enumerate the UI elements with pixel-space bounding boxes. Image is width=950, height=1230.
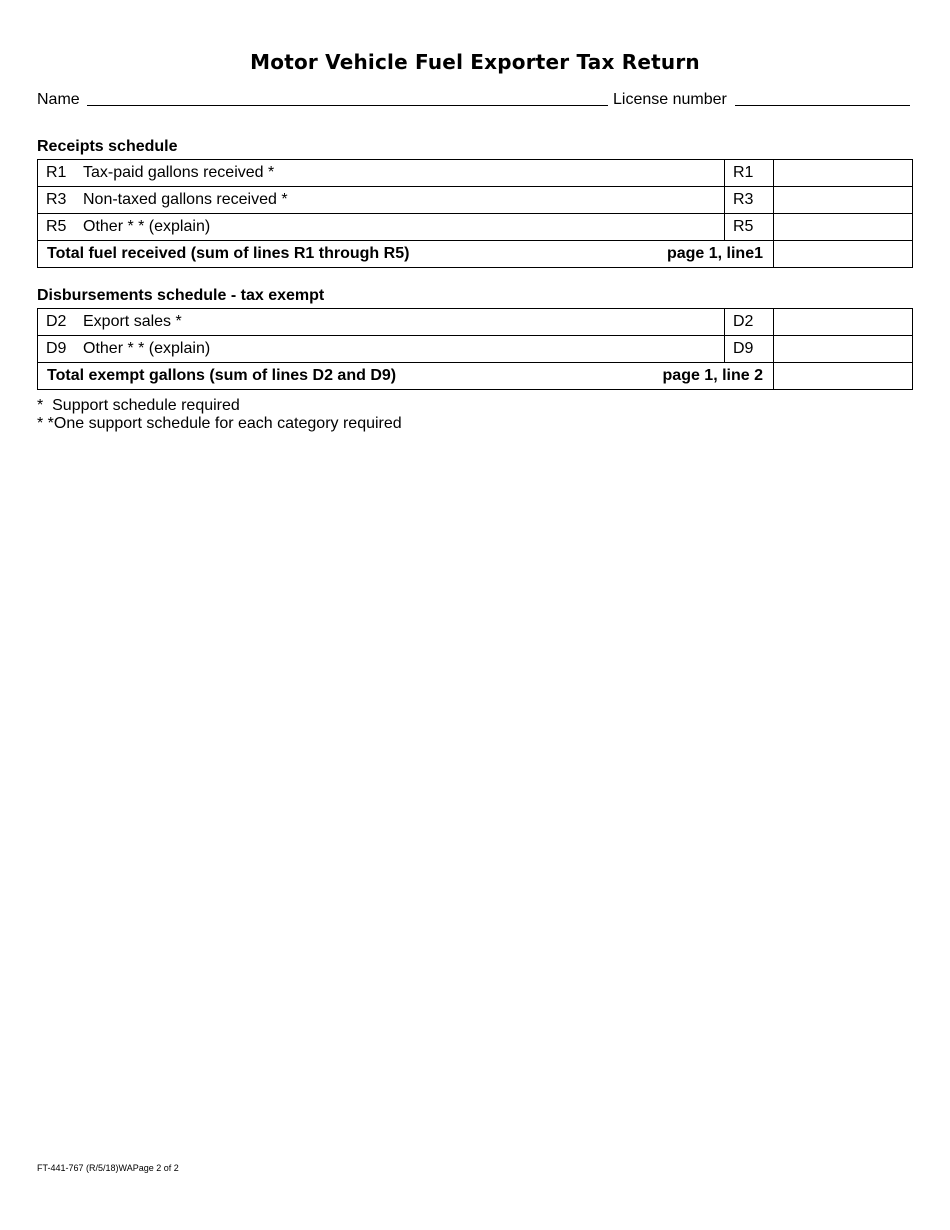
table-row: [38, 336, 913, 363]
footnotes: [37, 397, 402, 433]
row-code: R3: [46, 191, 67, 208]
row-code: D2: [46, 313, 67, 330]
total-fuel-received-field[interactable]: [774, 241, 913, 268]
total-row: [38, 241, 913, 268]
header-fields: [37, 90, 912, 112]
amount-field-r1[interactable]: [774, 160, 913, 187]
row-description: [38, 214, 725, 241]
table-row: [38, 187, 913, 214]
disbursements-schedule-heading: Disbursements schedule - tax exempt: [37, 287, 325, 304]
table-row: [38, 214, 913, 241]
row-label: Other * * (explain): [83, 340, 211, 357]
row-code: D9: [46, 340, 67, 357]
footnote: * Support schedule required: [37, 397, 240, 414]
form-title: Motor Vehicle Fuel Exporter Tax Return: [250, 50, 700, 74]
line-code: R3: [725, 187, 774, 214]
total-description: [38, 363, 774, 390]
amount-field-d2[interactable]: [774, 309, 913, 336]
name-field[interactable]: [87, 105, 608, 106]
total-reference: page 1, line 2: [662, 367, 763, 384]
row-label: Tax-paid gallons received *: [83, 164, 275, 181]
row-label: Export sales *: [83, 313, 182, 330]
license-number-field[interactable]: [735, 105, 910, 106]
row-description: [38, 309, 725, 336]
disbursements-schedule-table: [37, 308, 913, 390]
name-label: Name: [37, 91, 80, 108]
row-label: Non-taxed gallons received *: [83, 191, 288, 208]
receipts-schedule-heading: Receipts schedule: [37, 138, 178, 155]
line-code: R5: [725, 214, 774, 241]
row-code: R1: [46, 164, 67, 181]
form-footer: FT-441-767 (R/5/18)WAPage 2 of 2: [37, 1163, 179, 1173]
line-code: D2: [725, 309, 774, 336]
table-row: [38, 160, 913, 187]
line-code: R1: [725, 160, 774, 187]
total-row: [38, 363, 913, 390]
amount-field-r3[interactable]: [774, 187, 913, 214]
total-description: [38, 241, 774, 268]
total-exempt-gallons-field[interactable]: [774, 363, 913, 390]
amount-field-d9[interactable]: [774, 336, 913, 363]
total-label: Total fuel received (sum of lines R1 through R5): [47, 245, 410, 262]
receipts-schedule-table: [37, 159, 913, 268]
row-label: Other * * (explain): [83, 218, 211, 235]
license-number-label: License number: [613, 91, 727, 108]
table-row: [38, 309, 913, 336]
amount-field-r5[interactable]: [774, 214, 913, 241]
row-description: [38, 187, 725, 214]
row-description: [38, 160, 725, 187]
row-code: R5: [46, 218, 67, 235]
line-code: D9: [725, 336, 774, 363]
row-description: [38, 336, 725, 363]
total-reference: page 1, line1: [666, 245, 763, 262]
total-label: Total exempt gallons (sum of lines D2 and D9): [47, 367, 397, 384]
footnote: * *One support schedule for each category required: [37, 415, 402, 432]
